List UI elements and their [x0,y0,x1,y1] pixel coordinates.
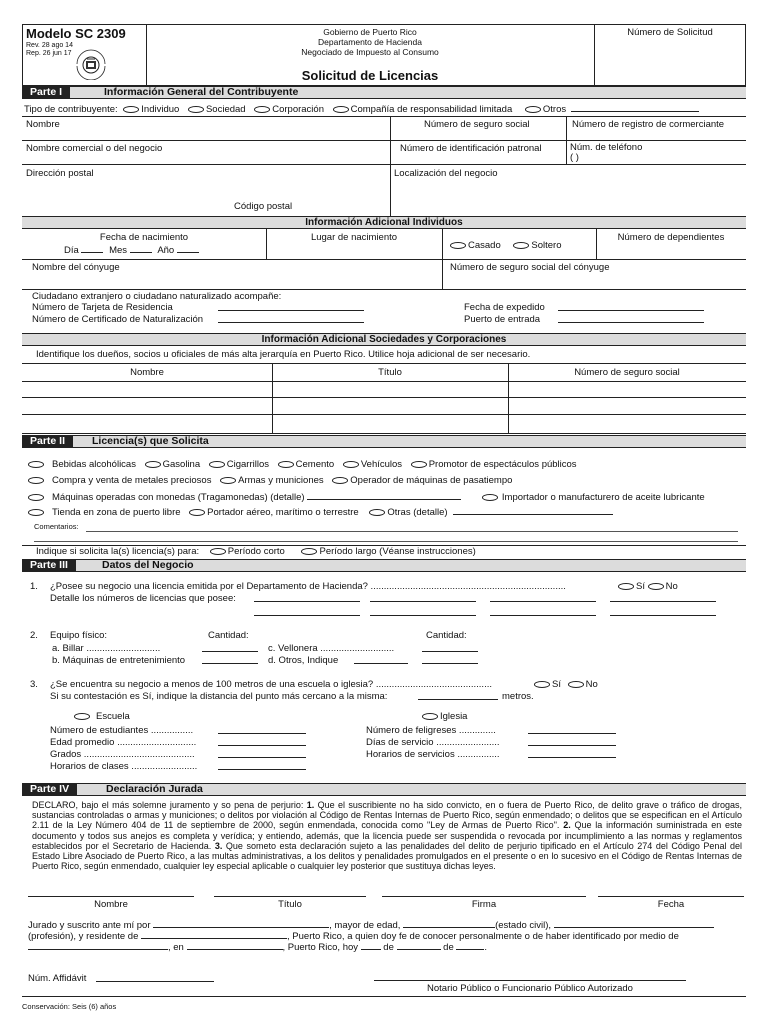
part3-header [22,559,746,572]
year-label: Año [157,245,175,256]
part1-tag: Parte I [22,87,70,98]
coin-machines-detail[interactable] [307,491,461,500]
license-row-1 [28,459,577,470]
reprint-date: Rep. 26 jun 17 [26,50,72,57]
carrier-label: Portador aéreo, marítimo o terrestre [207,507,359,518]
alcohol-label: Bebidas alcohólicas [52,459,136,470]
check-lubricant[interactable] [482,494,498,501]
sig-date-label: Fecha [657,899,685,910]
part4-title: Declaración Jurada [106,783,203,795]
q3-yes-label: Sí [552,679,561,690]
spouse-ssn-label: Número de seguro social del cónyuge [450,262,610,273]
check-vehicles[interactable] [343,461,359,468]
q3-number: 3. [30,679,38,690]
q3-answers [534,679,598,690]
postal-address-label: Dirección postal [26,168,94,179]
birth-date-fields [64,244,199,256]
name-label: Nombre [26,119,60,130]
label-corporation: Corporación [272,104,324,115]
owners-col-title: Título [378,367,402,378]
check-others-license[interactable] [369,509,385,516]
postal-code-label: Código postal [234,201,293,212]
birth-date-label: Fecha de nacimiento [99,232,189,243]
machines-label: b. Máquinas de entretenimiento [52,655,186,666]
weapons-label: Armas y municiones [238,475,324,486]
department-name: Departamento de Hacienda [318,37,422,47]
avg-age-field[interactable] [218,737,306,746]
church-radio[interactable] [422,713,438,720]
q2-number: 2. [30,630,38,641]
period-label: Indique si solicita la(s) licencia(s) para: [36,546,200,557]
part2-tag: Parte II [22,436,73,447]
lubricant-label: Importador o manufacturero de aceite lubricante [501,492,705,503]
affiant-name-field[interactable] [153,919,329,928]
sworn-line-2: (profesión), y residente de , Puerto Rico, a quien doy fe de conocer personalmente o de haber identificado por medio de [28,931,679,942]
single-label: Soltero [531,240,562,251]
radio-married[interactable] [450,242,466,249]
q1-yes-radio[interactable] [618,583,634,590]
service-days-label: Días de servicio ........................ [366,737,500,748]
residence-field[interactable] [141,930,287,939]
month-sworn-field[interactable] [397,941,441,950]
service-hours-field[interactable] [528,749,616,758]
others-equipment-field[interactable] [354,655,408,664]
dependents-label: Número de dependientes [617,232,725,243]
label-individual: Individuo [141,104,180,115]
part2-title: Licencia(s) que Solicita [92,435,209,447]
promoter-label: Promotor de espectáculos públicos [428,459,577,470]
month-field[interactable] [130,244,152,253]
cigarettes-label: Cigarrillos [226,459,269,470]
comments-label: Comentarios: [34,522,79,531]
naturalization-field[interactable] [218,314,364,323]
others-license-detail[interactable] [453,506,613,515]
label-llc: Compañía de responsabilidad limitada [350,104,513,115]
corporations-header: Información Adicional Sociedades y Corporaciones [22,333,746,346]
distance-field[interactable] [418,691,498,700]
form-id: Modelo SC 2309 [26,26,126,41]
year-sworn-field[interactable] [456,941,484,950]
comments-line[interactable] [34,541,738,542]
phone-area-code[interactable]: ( ) [570,152,579,163]
church-option [422,711,467,722]
q1-number: 1. [30,581,38,592]
taxpayer-type-label: Tipo de contribuyente: [24,104,118,115]
parishioners-label: Número de feligreses .............. [366,725,496,736]
signature-line[interactable] [382,896,586,897]
grades-field[interactable] [218,749,306,758]
radio-llc[interactable] [333,106,349,113]
part2-header [22,435,746,448]
spouse-name-label: Nombre del cónyuge [32,262,120,273]
sig-name-label: Nombre [94,899,128,910]
notary-signature-line[interactable] [374,980,686,981]
q3-no-radio[interactable] [568,681,584,688]
class-hours-field[interactable] [218,761,306,770]
license-number-field[interactable] [254,593,360,602]
gasoline-label: Gasolina [162,459,201,470]
free-port-label: Tienda en zona de puerto libre [52,507,181,518]
check-gasoline[interactable] [145,461,161,468]
license-number-field[interactable] [610,593,716,602]
month-label: Mes [109,245,128,256]
others-equipment-label: d. Otros, Indique [268,655,339,666]
radio-partnership[interactable] [188,106,204,113]
radio-short-period[interactable] [210,548,226,555]
check-free-port[interactable] [28,509,44,516]
check-coin-machines[interactable] [28,494,44,501]
cement-label: Cemento [295,459,335,470]
jukebox-label: c. Vellonera ............................ [268,643,395,654]
license-row-3 [28,491,705,503]
owners-row[interactable] [22,397,746,398]
owners-col-ssn: Número de seguro social [574,367,680,378]
q1-answers [618,581,678,592]
request-number-label: Número de Solicitud [627,27,713,38]
license-row-4 [28,506,613,518]
check-cigarettes[interactable] [209,461,225,468]
profession-field[interactable] [554,919,714,928]
q3-yes-radio[interactable] [534,681,550,688]
place-field[interactable] [187,941,283,950]
radio-single[interactable] [513,242,529,249]
q1-no-label: No [665,581,678,592]
jukebox-quantity[interactable] [422,643,478,652]
license-number-field[interactable] [370,593,476,602]
vehicles-label: Vehículos [360,459,403,470]
government-name: Gobierno de Puerto Rico [323,27,417,37]
naturalization-label: Número de Certificado de Naturalización [32,314,204,325]
check-promoter[interactable] [411,461,427,468]
retention-note: Conservación: Seis (6) años [22,1002,117,1011]
sworn-declaration: DECLARO, bajo el más solemne juramento y so pena de perjurio: 1. Que el suscribiente no ha sido convicto, en o fuera de Puerto Rico, de delito grave o tráfico de drogas, sustancias controladas o armas y municiones; o delitos por violación al Código de Rentas Internas de Puerto Rico, según enmendado; o delitos que se especifican en el Artículo 2.11 de la Ley Número 404 de 11 de septiembre de 2000, según enmendada, conocida como "Ley de Armas de Puerto Rico". 2. Que la información suministrada en este documento y todos sus anejos es completa y verídica; y entiendo, además, que la licencia puede ser suspendida o revocada por incumplimiento a las normas y reglamentos establecidos por el Secretario de Hacienda. 3. Que someto esta declaración sujeto a las penalidades del delito de perjurio tipificado en el Artículo 274 del Código Penal del Estado Libre Asociado de Puerto Rico, a las multas administrativas, a los delitos y penalidades promulgados en el presente o en lo sucesivo en el Código de Rentas Internas de Puerto Rico, según enmendado, cualquier ley especial aplicable o cualquier ley posterior que sustituya dichas leyes. [32,800,743,872]
radio-corporation[interactable] [254,106,270,113]
signature-name-line[interactable] [28,896,194,897]
part4-header [22,783,746,796]
q3-no-label: No [585,679,598,690]
notary-label: Notario Público o Funcionario Público Autorizado [427,983,633,994]
others-equipment-quantity[interactable] [422,655,478,664]
q3-text: ¿Se encuentra su negocio a menos de 100 metros de una escuela o iglesia? ............................................ [50,679,492,690]
class-hours-label: Horarios de clases ......................... [50,761,198,772]
form-page [22,24,746,1012]
grades-label: Grados .......................................... [50,749,195,760]
period-row [36,546,476,557]
check-weapons[interactable] [220,477,236,484]
precious-metals-label: Compra y venta de metales preciosos [52,475,212,486]
short-period-label: Período corto [227,546,285,557]
meters-label: metros. [502,691,534,702]
merchant-registration-label: Número de registro de cormerciante [572,119,725,130]
quantity-label-2: Cantidad: [426,630,467,641]
owners-row[interactable] [22,433,746,434]
check-cement[interactable] [278,461,294,468]
day-label: Día [64,245,79,256]
residence-card-label: Número de Tarjeta de Residencia [32,302,173,313]
label-partnership: Sociedad [205,104,246,115]
sig-signature-label: Firma [471,899,497,910]
owners-row[interactable] [22,414,746,415]
sig-title-label: Título [278,899,302,910]
issue-date-label: Fecha de expedido [464,302,545,313]
business-location-label: Localización del negocio [394,168,498,179]
sworn-line-3: , en , Puerto Rico, hoy de de . [28,941,487,953]
year-field[interactable] [177,244,199,253]
employer-id-label: Número de identificación patronal [400,143,542,154]
civil-status-field[interactable] [403,919,495,928]
marital-status [450,240,562,251]
check-carrier[interactable] [189,509,205,516]
part1-title: Información General del Contribuyente [104,86,299,98]
birth-place-label: Lugar de nacimiento [310,232,398,243]
part4-tag: Parte IV [22,784,77,795]
bureau-name: Negociado de Impuesto al Consumo [301,47,439,57]
issue-date-field[interactable] [558,302,704,311]
married-label: Casado [468,240,501,251]
long-period-label: Período largo (Véanse instrucciones) [319,546,476,557]
signature-date-line[interactable] [598,896,744,897]
q1-detail: Detalle los números de licencias que posee: [50,593,236,604]
students-label: Número de estudiantes ................ [50,725,194,736]
individuals-header: Información Adicional Individuos [22,216,746,229]
form-title: Solicitud de Licencias [301,68,439,83]
billiard-label: a. Billar ............................ [52,643,161,654]
coin-machines-label: Máquinas operadas con monedas (Tragamonedas) (detalle) [52,492,305,503]
ssn-label: Número de seguro social [424,119,530,130]
students-field[interactable] [218,725,306,734]
owners-col-name: Nombre [130,367,164,378]
part3-title: Datos del Negocio [102,559,194,571]
affidavit-label: Núm. Affidávit [28,973,87,984]
other-type-field[interactable] [571,103,699,112]
comments-line[interactable] [86,531,738,532]
school-radio[interactable] [74,713,90,720]
q1-yes-label: Sí [636,581,645,592]
affidavit-field[interactable] [96,973,214,982]
corporations-instructions: Identifique los dueños, socios u oficiales de más alta jerarquía en Puerto Rico. Utilice hoja adicional de ser necesario. [36,349,531,360]
radio-individual[interactable] [123,106,139,113]
machines-quantity[interactable] [202,655,258,664]
taxpayer-type-row [24,103,699,115]
radio-long-period[interactable] [301,548,317,555]
school-label: Escuela [96,711,130,722]
day-sworn-field[interactable] [361,941,381,950]
quantity-label-1: Cantidad: [208,630,249,641]
billiard-quantity[interactable] [202,643,258,652]
others-license-label: Otras (detalle) [387,507,448,518]
check-precious-metals[interactable] [28,477,44,484]
label-other-type: Otros [542,104,567,115]
sworn-line-1: Jurado y suscrito ante mí por , mayor de edad, (estado civil), [28,919,714,931]
church-label: Iglesia [440,711,468,722]
business-name-label: Nombre comercial o del negocio [26,143,163,154]
q1-text: ¿Posee su negocio una licencia emitida por el Departamento de Hacienda? .......................................................................... [50,581,566,592]
service-days-field[interactable] [528,737,616,746]
check-amusement-operator[interactable] [332,477,348,484]
license-number-field[interactable] [490,607,596,616]
radio-other-type[interactable] [525,106,541,113]
parishioners-field[interactable] [528,725,616,734]
revision-date: Rev. 28 ago 14 [26,42,73,49]
q3-detail: Si su contestación es Sí, indique la distancia del punto más cercano a la misma: [50,691,388,702]
hacienda-seal-icon [72,46,110,80]
q1-no-radio[interactable] [648,583,664,590]
part1-header [22,86,746,99]
license-number-field[interactable] [254,607,360,616]
foreigner-label: Ciudadano extranjero o ciudadano naturalizado acompañe: [32,291,282,302]
service-hours-label: Horarios de servicios ................ [366,749,500,760]
avg-age-label: Edad promedio .............................. [50,737,197,748]
license-number-field[interactable] [610,607,716,616]
school-option [74,711,130,722]
identification-field[interactable] [28,941,168,950]
phone-label: Núm. de teléfono [570,142,643,153]
license-number-field[interactable] [490,593,596,602]
check-alcohol[interactable] [28,461,44,468]
entry-port-label: Puerto de entrada [464,314,541,325]
day-field[interactable] [81,244,103,253]
license-row-2 [28,475,512,486]
amusement-operator-label: Operador de máquinas de pasatiempo [350,475,513,486]
part3-tag: Parte III [22,560,76,571]
residence-card-field[interactable] [218,302,364,311]
license-number-field[interactable] [370,607,476,616]
equipment-label: Equipo físico: [50,630,108,641]
entry-port-field[interactable] [558,314,704,323]
signature-title-line[interactable] [214,896,366,897]
